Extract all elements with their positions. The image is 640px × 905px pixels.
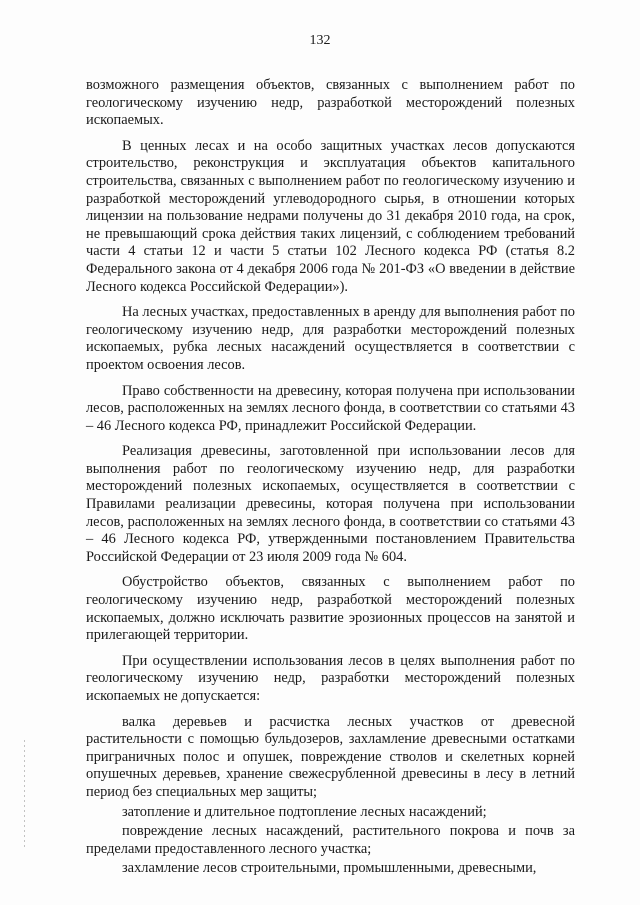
paragraph-continuation: возможного размещения объектов, связанных с выполнением работ по геологическому изучению недр, разработкой месторождений полезных ископаемых. — [86, 77, 575, 129]
paragraph-prohibitions-intro: При осуществлении использования лесов в целях выполнения работ по геологическому изучению недр, разработки месторождений полезных ископаемых не допускается: — [86, 652, 575, 704]
list-item: валка деревьев и расчистка лесных участков от древесной растительности с помощью бульдозеров, захламление древесными остатками приграничных полос и опушек, повреждение стволов и скелетных корней опушечных деревьев, хранение свежесрубленной древесины в лесу в летний период без специальных мер защиты; — [86, 713, 575, 800]
list-item: повреждение лесных насаждений, растительного покрова и почв за пределами предоставленного лесного участка; — [86, 823, 575, 857]
document-body — [86, 77, 575, 880]
paragraph-protective-forests: В ценных лесах и на особо защитных участках лесов допускаются строительство, реконструкция и эксплуатация объектов капитального строительства, связанных с выполнением работ по геологическому изучению и разработкой месторождений углеводородного сырья, в отношении которых лицензии на пользование недрами получены до 31 декабря 2010 года, на срок, не превышающий срока действия таких лицензий, с соблюдением требований части 4 статьи 12 и части 5 статьи 102 Лесного кодекса РФ (статья 8.2 Федерального закона от 4 декабря 2006 года № 201-ФЗ «О введении в действие Лесного кодекса Российской Федерации»). — [86, 137, 575, 295]
paragraph-leased-plots: На лесных участках, предоставленных в аренду для выполнения работ по геологическому изучению недр, для разработки месторождений полезных ископаемых, рубка лесных насаждений осуществляется в соответствии с проектом освоения лесов. — [86, 304, 575, 373]
page-number: 132 — [309, 33, 331, 48]
paragraph-wood-ownership: Право собственности на древесину, которая получена при использовании лесов, расположенных на землях лесного фонда, в соответствии со статьями 43 – 46 Лесного кодекса РФ, принадлежит Российской Федерации. — [86, 382, 575, 434]
paragraph-wood-sale: Реализация древесины, заготовленной при использовании лесов для выполнения работ по геологическому изучению недр, для разработки месторождений полезных ископаемых, осуществляется в соответствии с Правилами реализации древесины, которая получена при использовании лесов, расположенных на землях лесного фонда, в соответствии со статьями 43 – 46 Лесного кодекса РФ, утвержденными постановлением Правительства Российской Федерации от 23 июля 2009 года № 604. — [86, 443, 575, 565]
paragraph-erosion: Обустройство объектов, связанных с выполнением работ по геологическому изучению недр, разработкой месторождений полезных ископаемых, должно исключать развитие эрозионных процессов на занятой и прилегающей территории. — [86, 574, 575, 644]
list-item: захламление лесов строительными, промышленными, древесными, — [122, 860, 537, 877]
scan-margin-artifact — [24, 740, 25, 850]
list-item: затопление и длительное подтопление лесных насаждений; — [122, 803, 487, 820]
